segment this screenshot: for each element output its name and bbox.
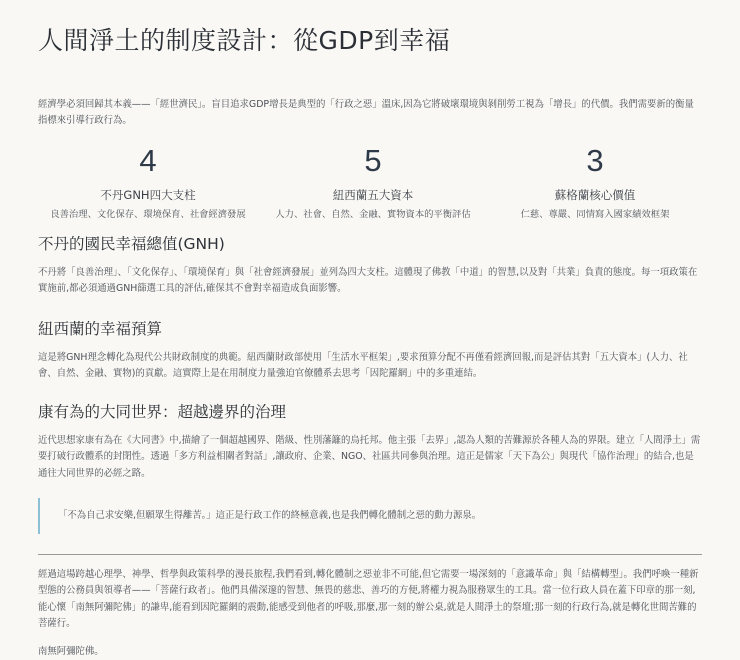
stat-card-scotland	[488, 143, 702, 225]
stat-title: 蘇格蘭核心價值	[554, 188, 636, 202]
stat-card-bhutan	[38, 143, 258, 225]
stat-number: 5	[364, 143, 382, 178]
stat-title: 不丹GNH四大支柱	[100, 188, 196, 202]
stats-row	[38, 143, 702, 225]
section-heading: 紐西蘭的幸福預算	[38, 319, 163, 338]
stat-description: 仁慈、尊嚴、同情寫入國家績效框架	[520, 209, 670, 220]
section-heading: 康有為的大同世界：超越邊界的治理	[38, 403, 287, 422]
stat-number: 4	[139, 143, 157, 178]
section-bhutan-gnh	[38, 233, 702, 298]
section-nz-wellbeing-budget	[38, 318, 702, 383]
stat-description: 人力、社會、自然、金融、實物資本的平衡評估	[275, 209, 471, 220]
intro-paragraph: 經濟學必須回歸其本義——「經世濟民」。盲目追求GDP增長是典型的「行政之惡」溫床,因為它將破壞環境與剝削勞工視為「增長」的代價。我們需要新的衡量指標來引導行政行為。	[38, 99, 694, 126]
section-divider	[38, 554, 702, 555]
section-body: 這是將GNH理念轉化為現代公共財政制度的典範。紐西蘭財政部使用「生活水平框架」,要求預算分配不再僅看經濟回報,而是評估其對「五大資本」(人力、社會、自然、金融、實物)的貢獻。這實際上是在用制度力量強迫官僚體系去思考「因陀羅網」中的多重連結。	[38, 351, 688, 379]
conclusion-paragraph: 經過這場跨越心理學、神學、哲學與政策科學的漫長旅程,我們看到,轉化體制之惡並非不可能,但它需要一場深刻的「意識革命」與「結構轉型」。我們呼喚一種新型態的公務員與領導者——「菩薩行政者」。他們具備深邃的智慧、無畏的慈悲、善巧的方便,將權力視為服務眾生的工具。當一位行政人員在蓋下印章的那一刻,能心懷「南無阿彌陀佛」的謙卑,能看到因陀羅網的震動,能感受到他者的呼吸,那麼,那一刻的辦公桌,就是人間淨土的祭壇;那一刻的行政行為,就是轉化世間苦難的菩薩行。	[38, 569, 699, 629]
stat-title: 紐西蘭五大資本	[332, 188, 414, 202]
stat-card-new-zealand	[258, 143, 488, 225]
page-title: 人間淨土的制度設計：從GDP到幸福	[38, 26, 451, 55]
stat-description: 良善治理、文化保存、環境保育、社會經濟發展	[50, 209, 246, 220]
section-datong-world	[38, 401, 702, 482]
closing-line: 南無阿彌陀佛。	[38, 646, 104, 658]
stat-number: 3	[586, 143, 604, 178]
quote-block: 「不為自己求安樂,但願眾生得離苦。」這正是行政工作的終極意義,也是我們轉化體制之惡的動力源泉。	[38, 498, 702, 534]
section-body: 近代思想家康有為在《大同書》中,描繪了一個超越國界、階級、性別藩籬的烏托邦。他主張「去界」,認為人類的苦難源於各種人為的界限。建立「人間淨土」需要打破行政體系的封閉性。透過「多方利益相關者對話」,讓政府、企業、NGO、社區共同參與治理。這正是儒家「天下為公」與現代「協作治理」的結合,也是通往大同世界的必經之路。	[38, 435, 701, 479]
section-body: 不丹將「良善治理」、「文化保存」、「環境保育」與「社會經濟發展」並列為四大支柱。這體現了佛教「中道」的智慧,以及對「共業」負責的態度。每一項政策在實施前,都必須通過GNH篩選工具的評估,確保其不會對幸福造成負面影響。	[38, 267, 698, 295]
section-heading: 不丹的國民幸福總值(GNH)	[38, 235, 225, 253]
